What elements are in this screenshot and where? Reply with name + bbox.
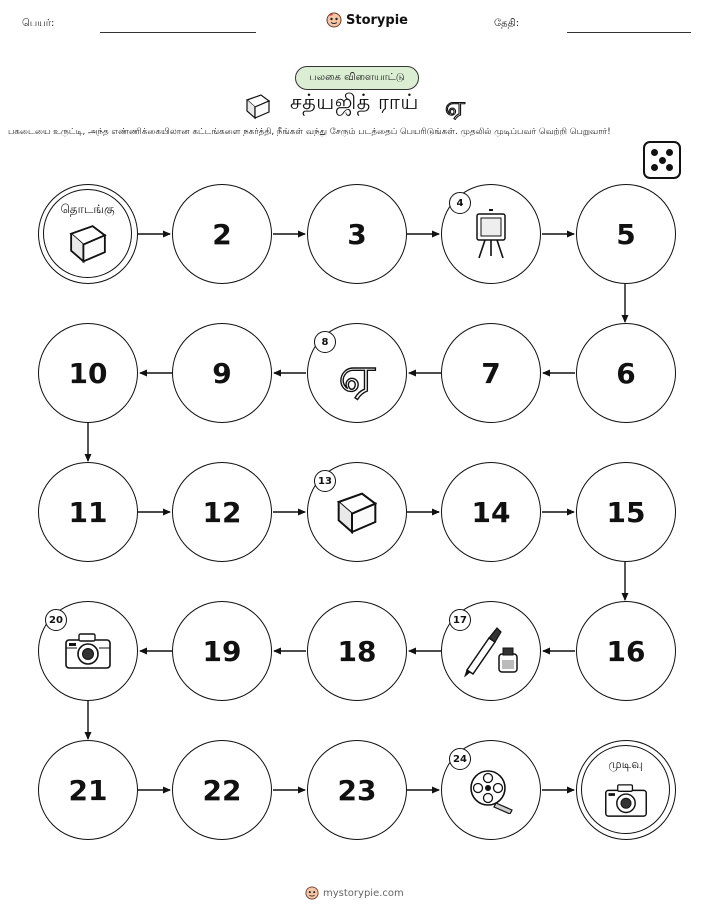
easel-icon [471, 208, 511, 260]
camera-icon [63, 631, 113, 671]
board-space-12 [172, 462, 272, 562]
pill-label: பலகை விளையாட்டு [309, 72, 405, 83]
space-number: 9 [212, 356, 232, 390]
book-icon [65, 221, 111, 265]
board-space-7 [441, 323, 541, 423]
name-label: பெயர்: [22, 18, 55, 29]
board-space-18 [307, 601, 407, 701]
board-space-10 [38, 323, 138, 423]
storypie-mascot-icon [305, 886, 319, 900]
space-number: 15 [606, 495, 646, 529]
board-space-2 [172, 184, 272, 284]
space-badge: 17 [449, 609, 471, 631]
pen-ink-icon [459, 624, 523, 678]
space-number: 10 [68, 356, 108, 390]
space-badge: 4 [449, 192, 471, 214]
footer-url[interactable]: mystorypie.com [323, 887, 404, 899]
board-space-19 [172, 601, 272, 701]
board-space-6 [576, 323, 676, 423]
camera-icon [603, 782, 649, 819]
footer [305, 886, 404, 900]
board-space-22 [172, 740, 272, 840]
svg-text:ஏ: ஏ [444, 92, 466, 120]
date-label: தேதி: [494, 18, 520, 29]
board-space-23 [307, 740, 407, 840]
board-space-start [38, 184, 138, 284]
space-number: 21 [68, 773, 108, 807]
space-number: 3 [347, 217, 367, 251]
space-number: 23 [337, 773, 377, 807]
start-label: தொடங்கு [60, 202, 115, 216]
board-space-21 [38, 740, 138, 840]
board-space-16 [576, 601, 676, 701]
space-number: 14 [471, 495, 511, 529]
brand-name: Storypie [346, 12, 408, 28]
finish-label: முடிவு [608, 757, 643, 771]
space-badge: 24 [449, 748, 471, 770]
board-space-15 [576, 462, 676, 562]
space-number: 18 [337, 634, 377, 668]
space-number: 22 [202, 773, 242, 807]
space-number: 6 [616, 356, 636, 390]
page-title: சத்யஜித் ராய் [290, 90, 419, 114]
space-badge: 8 [314, 331, 336, 353]
board-space-3 [307, 184, 407, 284]
space-number: 2 [212, 217, 232, 251]
space-badge: 20 [45, 609, 67, 631]
book-icon [332, 488, 382, 536]
instructions: பகடையை உருட்டி, அந்த எண்ணிக்கையிலான கட்டங்களை நகர்த்தி, நீங்கள் வந்து சேரும் படத்தைப் பெயரிடுங்கள். முதலில் முடிப்பவர் வெற்றி பெறுவார்! [8, 127, 611, 137]
board-space-9 [172, 323, 272, 423]
board-space-11 [38, 462, 138, 562]
film-reel-icon [466, 766, 516, 814]
space-number: 11 [68, 495, 108, 529]
space-number: 19 [202, 634, 242, 668]
tamil-letter-icon [329, 343, 385, 403]
board-space-14 [441, 462, 541, 562]
space-number: 5 [616, 217, 636, 251]
board-space-finish [576, 740, 676, 840]
space-number: 12 [202, 495, 242, 529]
space-number: 16 [606, 634, 646, 668]
board-space-5 [576, 184, 676, 284]
space-badge: 13 [314, 470, 336, 492]
space-number: 7 [481, 356, 501, 390]
svg-text:ஏ: ஏ [338, 347, 376, 403]
